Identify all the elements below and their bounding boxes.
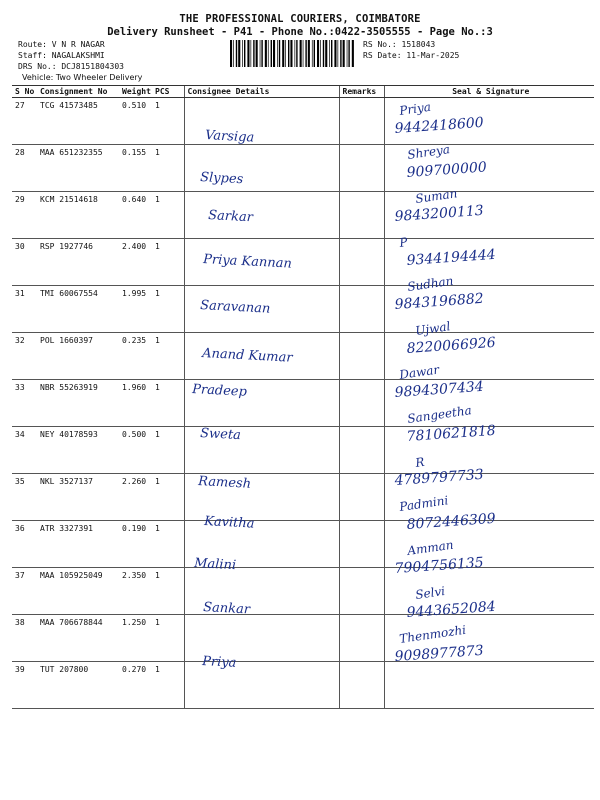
receiver-signature: Shreya [406,142,451,162]
col-consignee-header: Consignee Details [184,86,339,98]
col-remarks-header: Remarks [339,86,384,98]
receiver-signature: P [398,234,409,250]
sno-cell: 36 [12,521,37,568]
barcode-bar [334,40,336,67]
receiver-phone: 4789797733 [394,466,485,489]
table-row [12,568,594,615]
consignee-cell [184,98,339,145]
sno-cell: 33 [12,380,37,427]
receiver-signature: Amman [406,537,455,558]
consignee-signature: Pradeep [191,382,248,400]
barcode-bar [268,40,269,67]
consignee-cell [184,568,339,618]
sno-cell: 39 [12,662,37,709]
barcode-bar [343,40,345,67]
barcode-bar [261,40,262,67]
pcs-cell: 1 [152,333,184,380]
col-pcs-header: PCS [152,86,184,98]
table-row [12,286,594,333]
consignee-cell [184,333,339,380]
receiver-signature: Sudhan [406,273,455,294]
receiver-phone: 7904756135 [394,554,485,577]
receiver-phone: 9098977873 [394,642,485,665]
consignment-cell: RSP 1927746 [37,239,119,286]
sno-cell: 31 [12,286,37,333]
consignment-cell: NKL 3527137 [37,474,119,521]
barcode-bar [312,40,313,67]
barcode-bar [300,40,302,67]
consignee-cell [184,615,339,662]
pcs-cell: 1 [152,615,184,662]
barcode-bar [242,40,243,67]
weight-cell: 0.270 [119,662,152,709]
weight-cell: 0.510 [119,98,152,145]
remarks-cell [339,474,384,521]
remarks-cell [339,333,384,380]
sno-cell: 38 [12,615,37,662]
receiver-signature: Ujwal [414,319,452,338]
consignee-signature: Kavitha [203,514,255,532]
barcode-bar [251,40,252,67]
barcode-bar [273,40,275,67]
barcode-bar [277,40,278,67]
barcode-bar [303,40,304,67]
receiver-signature: Suman [414,186,459,206]
table-row [12,98,594,145]
consignee-cell [184,239,339,286]
consignee-signature: Priya [201,654,237,671]
receiver-phone: 9843196882 [394,290,485,313]
barcode-bar [290,40,292,67]
barcode-bar [247,40,249,67]
col-weight-header: Weight [119,86,152,98]
table-row [12,427,594,474]
seal-signature-cell [384,145,594,192]
barcode-bar [265,40,267,67]
consignment-cell: MAA 706678844 [37,615,119,662]
seal-signature-cell [384,474,594,521]
consignee-cell [184,145,339,192]
seal-signature-cell [384,286,594,333]
receiver-signature: Thenmozhi [398,622,467,646]
barcode-icon [230,40,354,67]
receiver-phone: 9344194444 [406,246,497,269]
weight-cell: 2.400 [119,239,152,286]
weight-cell: 1.995 [119,286,152,333]
remarks-cell [339,192,384,239]
barcode-bar [295,40,296,67]
consignee-signature: Priya Kannan [202,252,293,272]
consignment-cell: NBR 55263919 [37,380,119,427]
barcode-bar [305,40,306,67]
pcs-cell: 1 [152,474,184,521]
consignment-cell: NEY 40178593 [37,427,119,474]
consignment-cell: TUT 207800 [37,662,119,709]
barcode-bar [288,40,289,67]
barcode-bar [338,40,339,67]
barcode-bar [317,40,319,67]
receiver-phone: 9443652084 [406,598,497,621]
table-row [12,380,594,427]
remarks-cell [339,286,384,333]
barcode-bar [331,40,332,67]
consignee-signature: Sankar [202,600,251,618]
barcode-bar [236,40,237,67]
table-row [12,662,594,709]
weight-cell: 0.235 [119,333,152,380]
seal-signature-cell [384,192,594,239]
consignee-cell [184,192,339,239]
remarks-cell [339,568,384,615]
pcs-cell: 1 [152,145,184,192]
pcs-cell: 1 [152,568,184,615]
receiver-signature: Selvi [414,583,446,602]
sno-cell: 29 [12,192,37,239]
consignee-signature: Varsiga [204,128,255,146]
table-row [12,521,594,568]
consignee-cell [184,474,339,521]
pcs-cell: 1 [152,98,184,145]
barcode-bar [352,40,354,67]
seal-signature-cell [384,615,594,662]
pcs-cell: 1 [152,286,184,333]
barcode-bar [323,40,324,67]
barcode-bar [238,40,240,67]
receiver-signature: Sangeetha [406,403,473,426]
vehicle-label: Vehicle: Two Wheeler Delivery [22,73,143,82]
table-row [12,239,594,286]
weight-cell: 1.250 [119,615,152,662]
table-row [12,145,594,192]
table-row [12,192,594,239]
table-header-row [12,86,594,98]
barcode-bar [244,40,245,67]
barcode-bar [296,40,297,67]
seal-signature-cell [384,662,594,709]
sno-cell: 28 [12,145,37,192]
consignment-cell: ATR 3327391 [37,521,119,568]
sno-cell: 30 [12,239,37,286]
weight-cell: 0.640 [119,192,152,239]
receiver-signature: Padmini [398,493,450,514]
receiver-phone: 9843200113 [394,202,485,225]
table-row [12,474,594,521]
remarks-cell [339,239,384,286]
remarks-cell [339,521,384,568]
weight-cell: 0.500 [119,427,152,474]
receiver-phone: 8072446309 [406,510,497,533]
drs-number: DRS No.: DCJ8151804303 [18,62,124,71]
receiver-signature: R [414,454,426,470]
seal-signature-cell [384,98,594,145]
consignee-signature: Ramesh [197,474,252,492]
pcs-cell: 1 [152,662,184,709]
weight-cell: 2.350 [119,568,152,615]
runsheet-table [12,85,594,709]
barcode-bar [347,40,348,67]
receiver-phone: 909700000 [406,159,488,181]
barcode-bar [233,40,234,67]
weight-cell: 2.260 [119,474,152,521]
table-row [12,333,594,380]
receiver-phone: 7810621818 [406,422,497,445]
consignee-cell [184,286,339,333]
consignment-cell: TCG 41573485 [37,98,119,145]
barcode-bar [329,40,330,67]
remarks-cell [339,98,384,145]
remarks-cell [339,380,384,427]
barcode-bar [230,40,232,67]
remarks-cell [339,427,384,474]
rs-number: RS No.: 1518043 [363,40,436,49]
consignment-cell: TMI 60067554 [37,286,119,333]
weight-cell: 0.190 [119,521,152,568]
remarks-cell [339,662,384,709]
barcode-bar [279,40,280,67]
barcode-bar [271,40,272,67]
table-row [12,615,594,662]
consignee-signature: Malini [193,556,237,574]
consignee-signature: Saravanan [199,298,271,317]
pcs-cell: 1 [152,521,184,568]
consignment-cell: MAA 105925049 [37,568,119,615]
col-sno-header: S No [12,86,37,98]
remarks-cell [339,145,384,192]
route-label: Route: V N R NAGAR [18,40,105,49]
receiver-phone: 8220066926 [406,334,497,357]
weight-cell: 0.155 [119,145,152,192]
remarks-cell [339,615,384,662]
barcode-bar [314,40,315,67]
staff-label: Staff: NAGALAKSHMI [18,51,105,60]
company-title: THE PROFESSIONAL COURIERS, COIMBATORE [179,13,421,25]
runsheet-subtitle: Delivery Runsheet - P41 - Phone No.:0422-3505555 - Page No.:3 [107,26,493,38]
barcode-bar [282,40,284,67]
sno-cell: 34 [12,427,37,474]
barcode-bar [285,40,286,67]
consignee-cell [184,427,339,474]
consignee-cell [184,662,339,709]
consignee-signature: Anand Kumar [201,346,293,366]
consignee-cell [184,380,339,427]
barcode-bar [320,40,321,67]
weight-cell: 1.960 [119,380,152,427]
barcode-bar [340,40,341,67]
sno-cell: 32 [12,333,37,380]
receiver-signature: Priya [398,99,432,118]
pcs-cell: 1 [152,239,184,286]
receiver-phone: 9894307434 [394,378,485,401]
sno-cell: 35 [12,474,37,521]
barcode-bar [260,40,261,67]
receiver-phone: 9442418600 [394,114,485,137]
barcode-bar [325,40,327,67]
barcode-bar [253,40,254,67]
consignee-cell [184,521,339,568]
consignee-signature: Sweta [199,426,242,444]
col-consignment-header: Consignment No [37,86,119,98]
seal-signature-cell [384,239,594,286]
barcode-bar [308,40,310,67]
pcs-cell: 1 [152,192,184,239]
barcode-bar [348,40,349,67]
seal-signature-cell [384,521,594,568]
barcode-bar [256,40,258,67]
sno-cell: 27 [12,98,37,145]
seal-signature-cell [384,333,594,380]
pcs-cell: 1 [152,380,184,427]
consignee-signature: Slypes [199,170,244,188]
consignment-cell: POL 1660397 [37,333,119,380]
seal-signature-cell [384,568,594,615]
col-seal-header: Seal & Signature [384,86,594,98]
consignment-cell: MAA 651232355 [37,145,119,192]
sno-cell: 37 [12,568,37,615]
seal-signature-cell [384,427,594,474]
consignee-signature: Sarkar [207,208,254,226]
seal-signature-cell [384,380,594,427]
pcs-cell: 1 [152,427,184,474]
rs-date: RS Date: 11-Mar-2025 [363,51,460,60]
consignment-cell: KCM 21514618 [37,192,119,239]
receiver-signature: Dawar [398,362,440,382]
